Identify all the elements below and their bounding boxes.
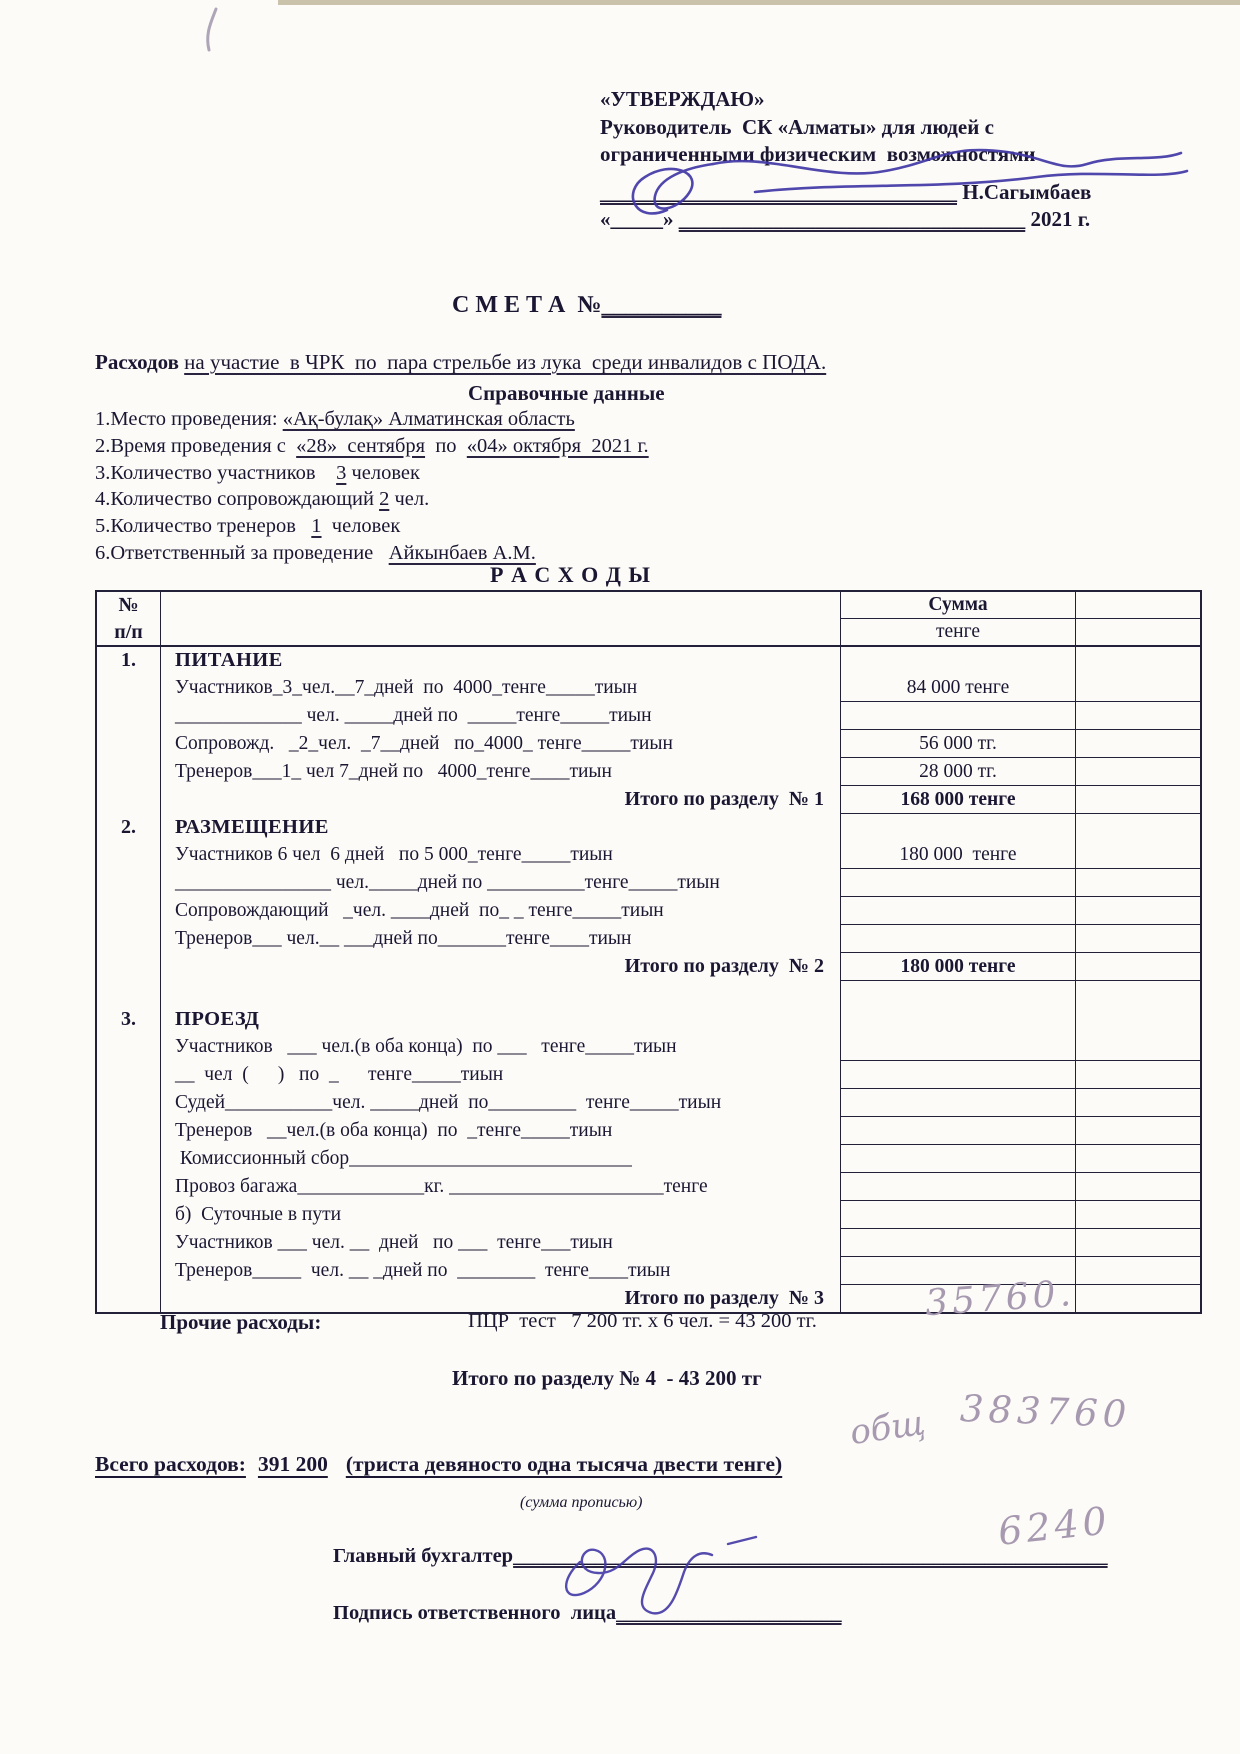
subject-lead: Расходов — [95, 350, 179, 374]
column-header-unit: тенге — [841, 619, 1076, 645]
row-sum — [841, 981, 1076, 1006]
table-row — [97, 1145, 1200, 1173]
section-total-row — [97, 786, 1200, 814]
row-description: Участников ___ чел. __ дней по ___ тенге___тиын — [161, 1229, 841, 1257]
subject-line — [95, 350, 826, 375]
approval-quote: «УТВЕРЖДАЮ» — [600, 87, 765, 111]
approval-signature-line — [600, 179, 1160, 207]
row-sum — [841, 814, 1076, 841]
approval-role-line1: Руководитель СК «Алматы» для людей с — [600, 114, 994, 139]
row-sum: 180 000 тенге — [841, 841, 1076, 869]
row-description: Тренеров_____ чел. __ _дней по ________ тенге____тиын — [161, 1257, 841, 1285]
scan-edge-artifact — [278, 0, 1240, 5]
accountant-label: Главный бухгалтер — [333, 1545, 514, 1567]
grand-total-amount: 391 200 — [257, 1452, 328, 1476]
row-description: Сопровожд. _2_чел. _7__дней по_4000_ тенге_____тиын — [161, 730, 841, 758]
table-row — [97, 897, 1200, 925]
table-row — [97, 758, 1200, 786]
reference-item: 1.Место проведения: «Ақ-булақ» Алматинская область — [95, 408, 575, 430]
approval-signatory: Н.Сагымбаев — [962, 179, 1092, 204]
row-sum — [841, 1006, 1076, 1033]
table-row — [97, 1117, 1200, 1145]
table-header-row-1 — [97, 592, 1200, 619]
date-year: 2021 г. — [1030, 207, 1091, 231]
row-sum: 56 000 тг. — [841, 730, 1076, 758]
row-sum — [841, 1117, 1076, 1145]
handwritten-note-35760: 35760. — [923, 1272, 1077, 1325]
date-blank: _________________________________ — [678, 207, 1026, 231]
responsible-label: Подпись ответственного лица — [333, 1602, 617, 1624]
row-description: РАЗМЕЩЕНИЕ — [161, 814, 841, 841]
row-description: б) Суточные в пути — [161, 1201, 841, 1229]
accountant-signature-line — [333, 1545, 1108, 1568]
row-sum — [841, 1173, 1076, 1201]
table-row — [97, 1173, 1200, 1201]
handwritten-note-6240: 6240 — [996, 1498, 1113, 1554]
expenses-heading: Р А С Х О Д Ы — [490, 562, 651, 587]
reference-item: 4.Количество сопровождающий 2 чел. — [95, 488, 430, 511]
row-description: Комиссионный сбор_____________________________ — [161, 1145, 841, 1173]
reference-list — [95, 406, 649, 567]
row-description: Тренеров___1_ чел 7_дней по 4000_тенге____тиын — [161, 758, 841, 786]
row-description: Тренеров __чел.(в оба конца) по _тенге_____тиын — [161, 1117, 841, 1145]
row-sum: 28 000 тг. — [841, 758, 1076, 786]
spacer-row — [97, 981, 1200, 1006]
approval-block — [600, 86, 1160, 234]
table-header-row-2 — [97, 619, 1200, 645]
row-sum — [841, 925, 1076, 953]
row-sum — [841, 647, 1076, 674]
expenses-table — [95, 590, 1202, 1314]
accountant-blank: __________________________________________________________ — [513, 1545, 1108, 1567]
reference-item: 2.Время проведения с «28» сентября по «04» октября 2021 г. — [95, 434, 649, 457]
responsible-signature-line — [333, 1602, 842, 1625]
table-row — [97, 1229, 1200, 1257]
handwritten-total-note — [847, 1387, 1190, 1468]
grand-total-label: Всего расходов: — [95, 1452, 246, 1476]
reference-item: 6.Ответственный за проведение Айкынбаев А.М. — [95, 541, 536, 564]
row-description: Участников_3_чел.__7_дней по 4000_тенге_____тиын — [161, 674, 841, 702]
document-title-text: С М Е Т А № — [452, 292, 602, 318]
table-row — [97, 1033, 1200, 1061]
row-sum — [841, 1229, 1076, 1257]
date-open-quote: «_____» — [600, 207, 674, 231]
column-header-description — [161, 592, 841, 619]
table-row — [97, 1089, 1200, 1117]
row-sum — [841, 897, 1076, 925]
table-row — [97, 730, 1200, 758]
row-description: Участников 6 чел 6 дней по 5 000_тенге_____тиын — [161, 841, 841, 869]
row-sum — [841, 702, 1076, 730]
section4-total: Итого по разделу № 4 - 43 200 тг — [452, 1366, 762, 1390]
table-body — [97, 647, 1200, 1312]
section-heading-row: 3. ПРОЕЗД — [97, 1006, 1200, 1033]
handwritten-note-383760: 383760 — [959, 1387, 1132, 1436]
other-expenses-detail: ПЦР тест 7 200 тг. х 6 чел. = 43 200 тг. — [468, 1310, 817, 1332]
row-sum — [841, 1061, 1076, 1089]
row-description: Итого по разделу № 1 — [161, 786, 841, 814]
row-description: ________________ чел._____дней по __________тенге_____тиын — [161, 869, 841, 897]
handwritten-note-obshch: общ — [847, 1402, 928, 1454]
row-sum — [841, 1033, 1076, 1061]
row-description: Итого по разделу № 2 — [161, 953, 841, 981]
document-title — [452, 292, 721, 319]
row-sum — [841, 869, 1076, 897]
table-row — [97, 674, 1200, 702]
grand-total-line — [95, 1452, 782, 1477]
row-description: Итого по разделу № 3 — [161, 1285, 841, 1312]
section-heading-row: 2. РАЗМЕЩЕНИЕ — [97, 814, 1200, 841]
pencil-mark — [200, 6, 230, 56]
table-row — [97, 925, 1200, 953]
subject-text: на участие в ЧРК по пара стрельбе из лука среди инвалидов с ПОДА. — [184, 350, 827, 374]
row-description: Участников ___ чел.(в оба конца) по ___ тенге_____тиын — [161, 1033, 841, 1061]
row-sum: 168 000 тенге — [841, 786, 1076, 814]
table-row — [97, 702, 1200, 730]
approval-date-line — [600, 206, 1160, 234]
signature-blank: __________________________________ — [600, 179, 957, 204]
table-row — [97, 841, 1200, 869]
row-description: Судей___________чел. _____дней по_________ тенге_____тиын — [161, 1089, 841, 1117]
table-row — [97, 869, 1200, 897]
other-expenses-label: Прочие расходы: — [160, 1310, 322, 1334]
row-description: _____________ чел. _____дней по _____тенге_____тиын — [161, 702, 841, 730]
column-header-sum: Сумма — [841, 592, 1076, 619]
section-total-row — [97, 953, 1200, 981]
table-row — [97, 1061, 1200, 1089]
row-sum: 84 000 тенге — [841, 674, 1076, 702]
row-description: __ чел ( ) по _ тенге_____тиын — [161, 1061, 841, 1089]
responsible-blank: ______________________ — [616, 1602, 842, 1624]
estimate-number-blank: __________ — [601, 292, 722, 318]
column-header-extra — [1076, 592, 1200, 619]
approval-role-line2: ограниченными физическим возможностями — [600, 142, 1036, 166]
sum-in-words-caption: (сумма прописью) — [520, 1494, 643, 1511]
row-description: Тренеров___ чел.__ ___дней по_______тенге____тиын — [161, 925, 841, 953]
row-description: ПИТАНИЕ — [161, 647, 841, 674]
row-sum — [841, 1201, 1076, 1229]
table-header — [97, 592, 1200, 647]
column-header-num: № — [97, 592, 161, 619]
column-header-num-sub: п/п — [97, 619, 161, 645]
row-description: Провоз багажа_____________кг. ______________________тенге — [161, 1173, 841, 1201]
row-description — [161, 981, 841, 1006]
row-sum: 180 000 тенге — [841, 953, 1076, 981]
reference-heading: Справочные данные — [468, 381, 665, 405]
row-sum — [841, 1145, 1076, 1173]
reference-item: 3.Количество участников 3 человек — [95, 461, 420, 484]
row-sum — [841, 1089, 1076, 1117]
table-row — [97, 1201, 1200, 1229]
grand-total-words: (триста девяносто одна тысяча двести тенге) — [345, 1452, 783, 1476]
reference-item: 5.Количество тренеров 1 человек — [95, 515, 401, 538]
row-description: Сопровождающий _чел. ____дней по_ _ тенге_____тиын — [161, 897, 841, 925]
row-description: ПРОЕЗД — [161, 1006, 841, 1033]
section-heading-row: 1. ПИТАНИЕ — [97, 647, 1200, 674]
